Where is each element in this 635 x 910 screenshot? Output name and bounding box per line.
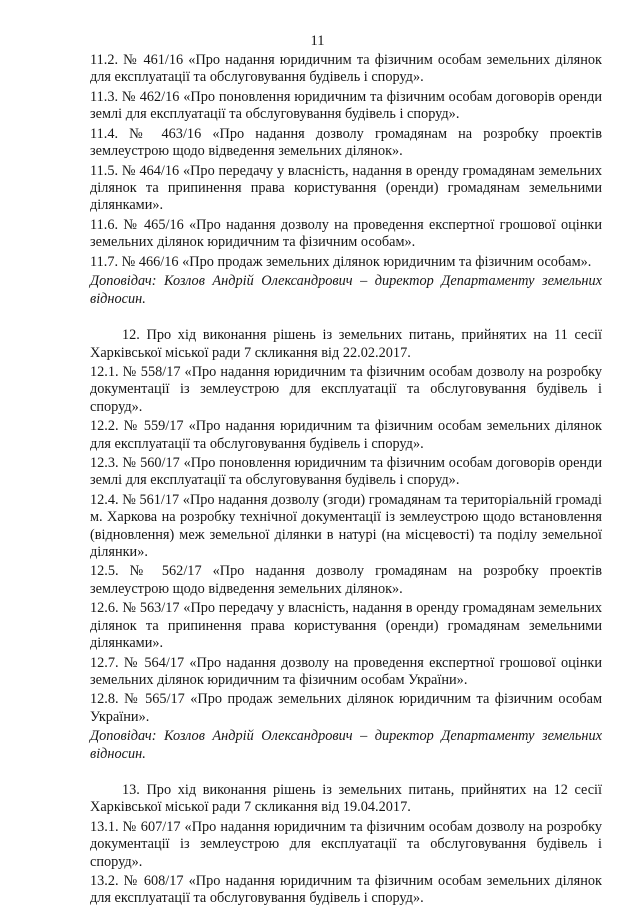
- agenda-item: 12.4. № 561/17 «Про надання дозволу (згоди) громадянам та територіальній громаді м. Харкова на розробку технічної документації із землеустрою щодо встановлення (відновлення) меж земельної ділянки в натурі (на місцевості) та поділу земельної ділянки».: [90, 492, 602, 560]
- agenda-item: 11.5. № 464/16 «Про передачу у власність, надання в оренду громадянам земельних ділянок та припинення права користування (оренди) громадянам земельними ділянками».: [90, 162, 602, 214]
- agenda-item: 12.7. № 564/17 «Про надання дозволу на проведення експертної грошової оцінки земельних ділянок юридичним та фізичним особам України».: [90, 654, 602, 688]
- agenda-item: 11.7. № 466/16 «Про продаж земельних ділянок юридичним та фізичним особам».: [90, 253, 592, 270]
- agenda-item: 12.5. № 562/17 «Про надання дозволу громадянам на розробку проектів землеустрою щодо відведення земельних ділянок».: [90, 563, 602, 597]
- speaker-line: Доповідач: Козлов Андрій Олександрович – директор Департаменту земельних відносин.: [90, 273, 602, 307]
- agenda-heading: 12. Про хід виконання рішень із земельних питань, прийнятих на 11 сесії Харківської міської ради 7 скликання від 22.02.2017.: [90, 327, 602, 361]
- agenda-item: 12.1. № 558/17 «Про надання юридичним та фізичним особам дозволу на розробку документації із землеустрою для експлуатації та обслуговування будівель і споруд».: [90, 364, 602, 415]
- section-gap: [90, 310, 602, 327]
- agenda-item: 11.3. № 462/16 «Про поновлення юридичним та фізичним особам договорів оренди землі для експлуатації та обслуговування будівель і споруд».: [90, 88, 602, 123]
- agenda-item: 11.2. № 461/16 «Про надання юридичним та фізичним особам земельних ділянок для експлуатації та обслуговування будівель і споруд».: [90, 52, 602, 86]
- agenda-heading: 13. Про хід виконання рішень із земельних питань, прийнятих на 12 сесії Харківської міської ради 7 скликання від 19.04.2017.: [90, 782, 602, 816]
- agenda-item: 13.2. № 608/17 «Про надання юридичним та фізичним особам земельних ділянок для експлуатації та обслуговування будівель і споруд».: [90, 873, 602, 907]
- page-number: 11: [310, 33, 325, 49]
- speaker-line: Доповідач: Козлов Андрій Олександрович – директор Департаменту земельних відносин.: [90, 728, 602, 762]
- agenda-item: 12.2. № 559/17 «Про надання юридичним та фізичним особам земельних ділянок для експлуатації та обслуговування будівель і споруд».: [90, 418, 602, 452]
- agenda-item: 13.1. № 607/17 «Про надання юридичним та фізичним особам дозволу на розробку документації із землеустрою для експлуатації та обслуговування будівель і споруд».: [90, 819, 602, 870]
- agenda-item: 12.6. № 563/17 «Про передачу у власність, надання в оренду громадянам земельних ділянок та припинення права користування (оренди) громадянам земельними ділянками».: [90, 600, 602, 651]
- agenda-item: 12.3. № 560/17 «Про поновлення юридичним та фізичним особам договорів оренди землі для експлуатації та обслуговування будівель і споруд».: [90, 455, 602, 489]
- document-body: [90, 52, 602, 910]
- agenda-item: 11.4. № 463/16 «Про надання дозволу громадянам на розробку проектів землеустрою щодо відведення земельних ділянок».: [90, 125, 602, 160]
- section-gap: [90, 765, 602, 782]
- agenda-item: 11.6. № 465/16 «Про надання дозволу на проведення експертної грошової оцінки земельних ділянок юридичним та фізичним особам».: [90, 216, 602, 251]
- agenda-item: 12.8. № 565/17 «Про продаж земельних ділянок юридичним та фізичним особам України».: [90, 691, 602, 725]
